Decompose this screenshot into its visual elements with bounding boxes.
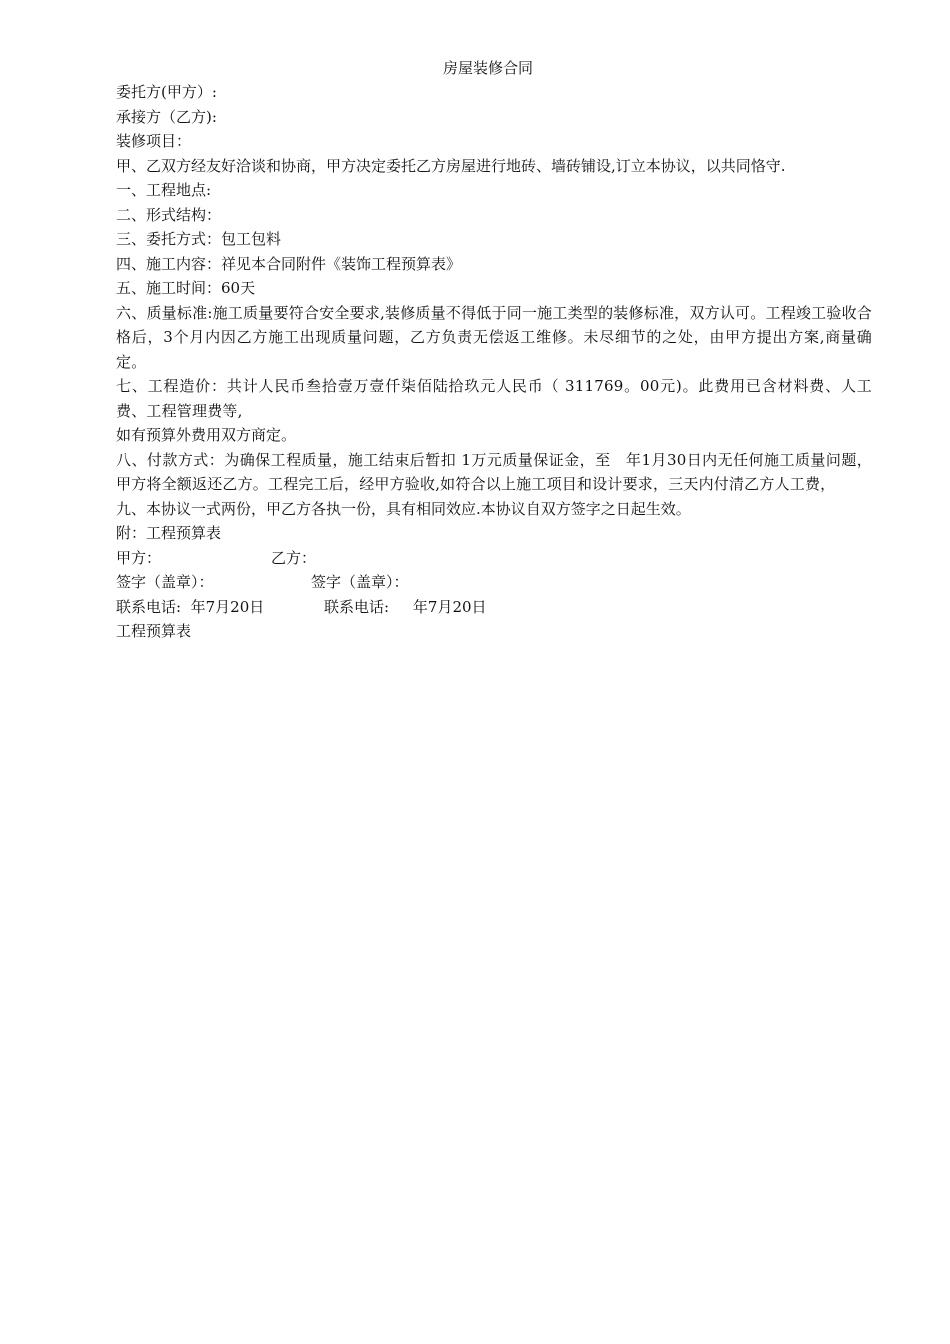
clause-3: 三、委托方式：包工包料 xyxy=(116,230,282,248)
clause-4: 四、施工内容：祥见本合同附件《装饰工程预算表》 xyxy=(116,254,462,273)
contractor-line: 承接方（乙方): xyxy=(116,107,217,126)
intro-paragraph: 甲、乙双方经友好洽谈和协商，甲方决定委托乙方房屋进行地砖、墙砖铺设,订立本协议，以共同恪守. xyxy=(116,156,786,175)
party-a-label: 甲方： xyxy=(116,548,162,567)
clause-7-continued: 如有预算外费用双方商定。 xyxy=(116,426,297,444)
signature-a-label: 签字（盖章）： xyxy=(116,573,214,591)
clause-5: 五、施工时间：60天 xyxy=(116,279,256,297)
clause-2: 二、形式结构： xyxy=(116,205,222,224)
date-a: 年7月20日 xyxy=(190,597,265,616)
clause-9: 九、本协议一式两份，甲乙方各执一份，具有相同效应.本协议自双方签字之日起生效。 xyxy=(116,499,691,518)
signature-row xyxy=(116,570,872,595)
attachment-line: 附：工程预算表 xyxy=(116,524,222,542)
contact-a xyxy=(116,595,324,620)
phone-a-label: 联系电话: xyxy=(116,597,182,616)
project-line: 装修项目： xyxy=(116,132,192,150)
budget-table-heading: 工程预算表 xyxy=(116,622,192,640)
clause-8: 八、付款方式：为确保工程质量，施工结束后暂扣 1万元质量保证金，至 年1月30日内无任何施工质量问题，甲方将全额返还乙方。工程完工后，经甲方验收,如符合以上施工项目和设计要求，三天内付清乙方人工费， xyxy=(116,450,872,493)
document-body xyxy=(116,80,872,644)
document-title: 房屋装修合同 xyxy=(442,59,533,77)
phone-b-label: 联系电话: xyxy=(324,597,390,616)
signature-b-label: 签字（盖章）： xyxy=(311,573,409,591)
clause-7: 七、工程造价：共计人民币叁拾壹万壹仟柒佰陆拾玖元人民币（ 311769。00元)。此费用已含材料费、人工费、工程管理费等, xyxy=(116,377,872,420)
date-b: 年7月20日 xyxy=(412,597,487,616)
clause-1: 一、工程地点: xyxy=(116,181,212,199)
party-row xyxy=(116,546,872,571)
clause-6: 六、质量标准:施工质量要符合安全要求,装修质量不得低于同一施工类型的装修标准，双方认可。工程竣工验收合格后，3个月内因乙方施工出现质量问题，乙方负责无偿返工维修。未尽细节的之处，由甲方提出方案,商量确定。 xyxy=(116,303,872,371)
party-b-label: 乙方： xyxy=(271,548,317,567)
client-line: 委托方(甲方）: xyxy=(116,83,217,101)
contact-row xyxy=(116,595,872,620)
contact-b xyxy=(324,595,487,620)
